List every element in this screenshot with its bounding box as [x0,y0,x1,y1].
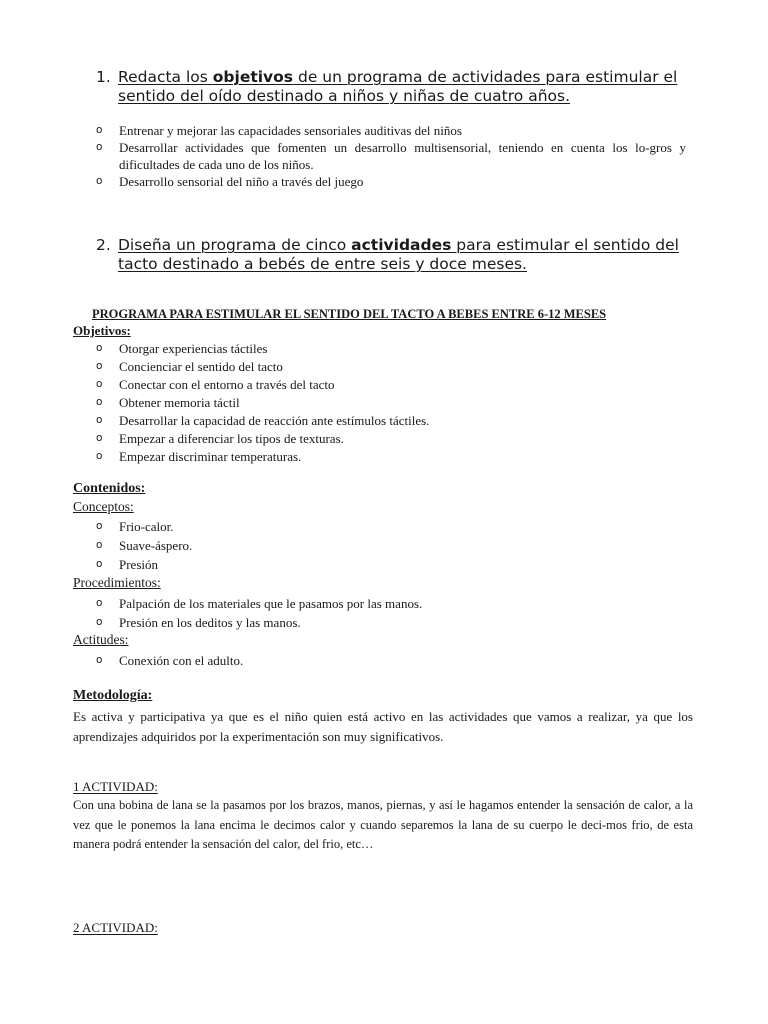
list-item-text: Conectar con el entorno a través del tacto [119,377,335,392]
bullet-glyph: o [96,558,103,570]
list-item [96,340,616,357]
list-item [96,394,616,411]
actitudes-list [96,651,616,670]
list-item [96,536,616,555]
bullet-glyph: o [96,654,103,666]
list-item-text: Empezar discriminar temperaturas. [119,449,302,464]
actividad-1-paragraph: Con una bobina de lana se la pasamos por los brazos, manos, piernas, y así le hagamos entender la sensación de calor, a la vez que le ponemos la lana encima le decimos calor y cuando separemos la lana de su cuerpo le deci-mos frio, de esta manera podrá entender la sensación del calor, del frio, etc… [73,798,693,851]
contenidos-heading: Contenidos: [73,481,146,496]
question-1-pre: Redacta los [118,68,213,86]
bullet-glyph: o [96,539,103,551]
bullet-glyph: o [96,175,103,187]
bullet-glyph: o [96,378,103,390]
bullet-glyph: o [96,414,103,426]
list-item [96,173,686,190]
list-item-text: Desarrollar actividades que fomenten un desarrollo multisensorial, teniendo en cuenta los lo-gros y dificultades de cada uno de los niños. [119,140,686,172]
question-1-text [118,68,696,106]
list-item [96,139,686,173]
question-1-number: 1. [96,68,111,86]
list-item-text: Empezar a diferenciar los tipos de texturas. [119,431,344,446]
list-item [96,448,616,465]
list-item [96,517,616,536]
list-item [96,555,616,574]
actividad-2-heading: 2 ACTIVIDAD: [73,920,158,935]
list-item-text: Obtener memoria táctil [119,395,240,410]
conceptos-list [96,517,616,574]
metodologia-heading: Metodología: [73,688,153,703]
bullet-glyph: o [96,450,103,462]
bullet-glyph: o [96,360,103,372]
list-item-text: Concienciar el sentido del tacto [119,359,283,374]
bullet-glyph: o [96,124,103,136]
bullet-glyph: o [96,520,103,532]
list-item-text: Palpación de los materiales que le pasamos por las manos. [119,596,423,611]
procedimientos-heading: Procedimientos: [73,575,161,590]
list-item-text: Otorgar experiencias táctiles [119,341,268,356]
question-1 [96,68,696,108]
actitudes-heading: Actitudes: [73,632,129,647]
question-2-bold: actividades [351,236,452,254]
list-item [96,594,616,613]
list-item-text: Presión en los deditos y las manos. [119,615,301,630]
objetivos-heading: Objetivos: [73,323,131,338]
actividad-1-heading: 1 ACTIVIDAD: [73,779,158,794]
question-2-text [118,236,696,274]
list-item [96,412,616,429]
question-2-number: 2. [96,236,111,254]
list-item [96,122,686,139]
procedimientos-list [96,594,616,632]
metodologia-paragraph: Es activa y participativa ya que es el niño quien está activo en las actividades que vamos a realizar, ya que los aprendizajes adquiridos por la experimentación son muy significativos. [73,709,693,744]
list-item [96,376,616,393]
list-item [96,613,616,632]
bullet-glyph: o [96,616,103,628]
question-2-post: para estimular el sentido del tacto destinado a bebés de entre seis y doce meses. [118,236,679,273]
list-item-text: Presión [119,557,158,572]
bullet-glyph: o [96,342,103,354]
question-1-bold: objetivos [212,68,294,86]
list-item-text: Suave-áspero. [119,538,193,553]
question-1-post: de un programa de actividades para estimular el sentido del oído destinado a niños y niñas de cuatro años. [118,68,678,105]
objetivos-list [96,340,616,466]
program-title: PROGRAMA PARA ESTIMULAR EL SENTIDO DEL TACTO A BEBES ENTRE 6-12 MESES [92,307,607,321]
list-item-text: Frio-calor. [119,519,174,534]
list-item-text: Entrenar y mejorar las capacidades sensoriales auditivas del niños [119,123,462,138]
list-item [96,358,616,375]
list-item-text: Desarrollo sensorial del niño a través del juego [119,174,364,189]
list-item [96,651,616,670]
question-2-pre: Diseña un programa de cinco [118,236,352,254]
bullet-glyph: o [96,396,103,408]
q1-bullet-list [96,122,686,190]
bullet-glyph: o [96,141,103,153]
conceptos-heading: Conceptos: [73,499,134,514]
bullet-glyph: o [96,432,103,444]
list-item-text: Conexión con el adulto. [119,653,244,668]
question-2 [96,236,696,276]
bullet-glyph: o [96,597,103,609]
list-item-text: Desarrollar la capacidad de reacción ante estímulos táctiles. [119,413,430,428]
list-item [96,430,616,447]
